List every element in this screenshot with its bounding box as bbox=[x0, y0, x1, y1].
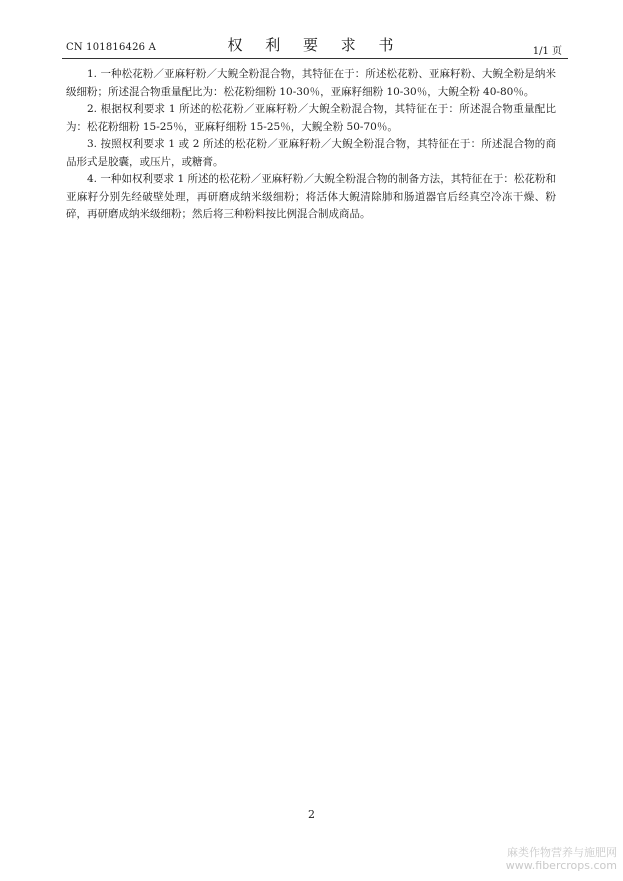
document-number: CN 101816426 A bbox=[66, 42, 157, 53]
claim-1: 1. 一种松花粉／亚麻籽粉／大鲵全粉混合物，其特征在于：所述松花粉、亚麻籽粉、大鲵全粉是纳米级细粉；所述混合物重量配比为：松花粉细粉 10-30％，亚麻籽细粉 10-30％，大鲵全粉 40-80％。 bbox=[66, 68, 556, 98]
claim-2: 2. 根据权利要求 1 所述的松花粉／亚麻籽粉／大鲵全粉混合物，其特征在于：所述混合物重量配比为：松花粉细粉 15-25％，亚麻籽细粉 15-25％，大鲵全粉 50-70％。 bbox=[66, 103, 556, 133]
claim-3: 3. 按照权利要求 1 或 2 所述的松花粉／亚麻籽粉／大鲵全粉混合物，其特征在于：所述混合物的商品形式是胶囊，或压片，或糖膏。 bbox=[66, 138, 556, 168]
document-title: 权 利 要 求 书 bbox=[227, 36, 403, 54]
claims-body bbox=[66, 66, 556, 224]
watermark-url: www.fibercrops.com bbox=[505, 859, 617, 872]
header-divider bbox=[62, 58, 568, 59]
watermark-site-name: 麻类作物营养与施肥网 bbox=[507, 846, 617, 859]
site-watermark bbox=[506, 846, 617, 872]
page-indicator: 1/1 页 bbox=[532, 46, 562, 57]
page-header bbox=[62, 30, 568, 60]
claim-4: 4. 一种如权利要求 1 所述的松花粉／亚麻籽粉／大鲵全粉混合物的制备方法，其特征在于：松花粉和亚麻籽分别先经破壁处理，再研磨成纳米级细粉；将活体大鲵清除肺和肠道器官后经真空冷冻干燥、粉碎，再研磨成纳米级细粉；然后将三种粉料按比例混合制成商品。 bbox=[66, 173, 556, 220]
page-number: 2 bbox=[308, 808, 315, 821]
